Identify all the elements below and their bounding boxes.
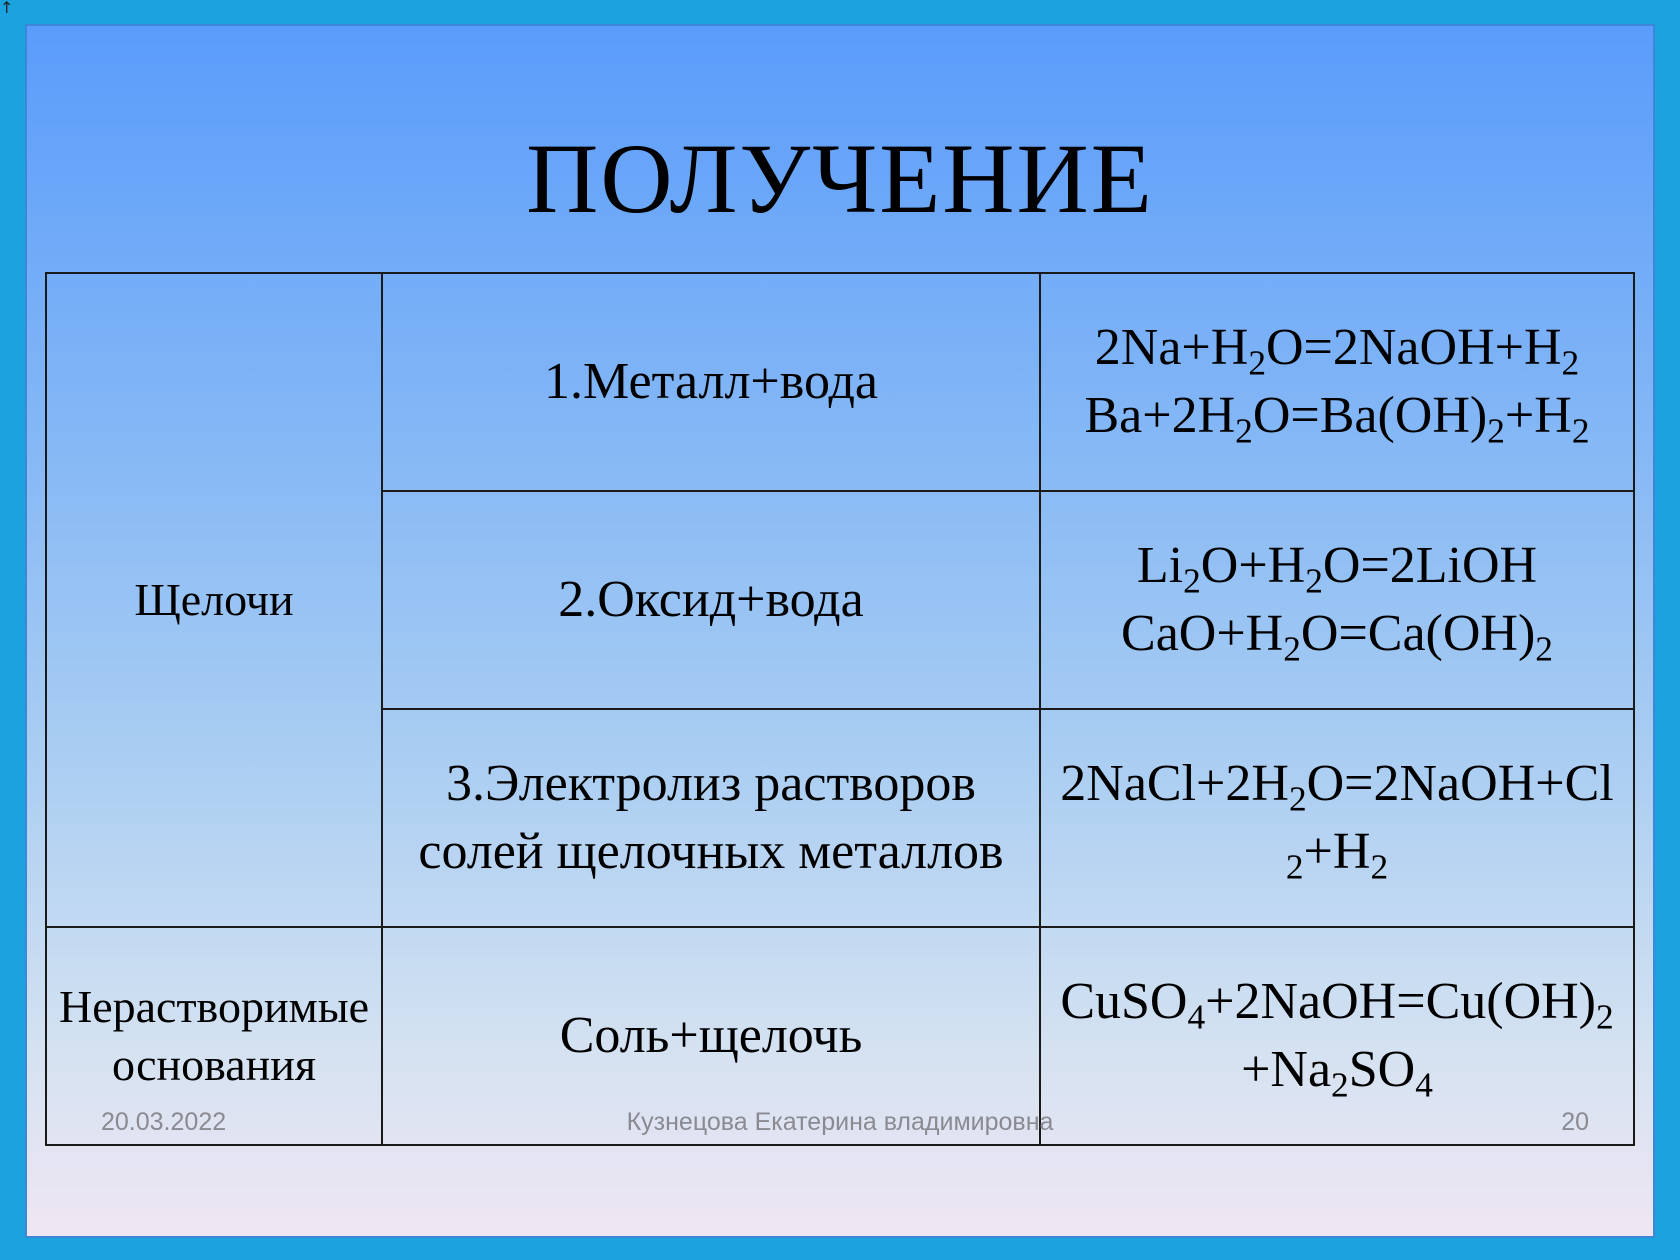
equation-line: $+Na_2SO_4$ <box>1241 1041 1433 1105</box>
equation-line: $Li_2O+H_2O=2LiOH$ <box>1136 537 1538 601</box>
category-cell-alkalis <box>46 273 382 927</box>
corner-arrow-mark: ↑ <box>0 0 14 17</box>
category-label: Щелочи <box>134 574 294 625</box>
method-cell <box>382 273 1040 491</box>
equation-cell <box>1040 273 1634 491</box>
equation-line: $CuSO_4+2NaOH=Cu(OH)_2$ <box>1060 973 1614 1037</box>
equation-line: $CaO+H_2O=Ca(OH)_2$ <box>1121 605 1553 669</box>
method-label-line: солей щелочных металлов <box>418 823 1004 880</box>
method-label: 2.Оксид+вода <box>558 571 864 628</box>
equation-line: $Ba+2H_2O=Ba(OH)_2+H_2$ <box>1084 387 1590 451</box>
method-cell <box>382 491 1040 709</box>
equation-line: $_2+H_2$ <box>1285 823 1389 887</box>
category-label-line: Нерастворимые <box>58 981 370 1032</box>
method-label-line: 3.Электролиз растворов <box>446 755 976 812</box>
method-label: Соль+щелочь <box>559 1007 863 1064</box>
equation-cell <box>1040 491 1634 709</box>
equation-line: $2Na+H_2O=2NaOH+H_2$ <box>1094 319 1580 383</box>
slide-title: ПОЛУЧЕНИЕ <box>526 123 1154 234</box>
footer-author: Кузнецова Екатерина владимировна <box>626 1108 1054 1136</box>
equation-line: $2NaCl+2H_2O=2NaOH+Cl$ <box>1060 755 1614 819</box>
footer-date: 20.03.2022 <box>101 1108 227 1136</box>
method-cell <box>382 709 1040 927</box>
method-label: 1.Металл+вода <box>544 353 878 410</box>
slide <box>25 24 1655 1238</box>
table-row <box>46 273 1634 491</box>
footer-page-number: 20 <box>1561 1108 1589 1136</box>
preparation-table <box>45 272 1635 1146</box>
equation-cell <box>1040 709 1634 927</box>
category-label-line: основания <box>111 1039 317 1090</box>
